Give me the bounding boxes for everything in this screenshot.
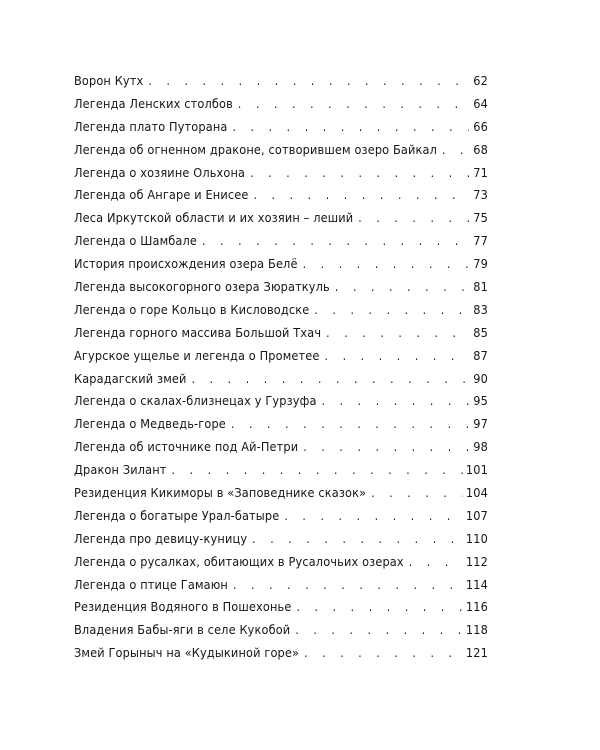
dot-leader xyxy=(314,299,469,322)
toc-entry xyxy=(74,413,488,436)
dot-leader xyxy=(252,528,463,551)
toc-entry xyxy=(74,551,488,574)
dot-leader xyxy=(232,116,469,139)
dot-leader xyxy=(322,390,469,413)
toc-entry-title: Леса Иркутской области и их хозяин – леший xyxy=(74,210,354,226)
toc-entry-page: 68 xyxy=(473,141,488,157)
toc-entry-page: 81 xyxy=(473,279,488,295)
dot-leader xyxy=(284,505,463,528)
dot-leader xyxy=(303,436,469,459)
dot-leader xyxy=(335,276,469,299)
toc-entry-title: Легенда об огненном драконе, сотворившем озеро Байкал xyxy=(74,141,437,157)
toc-entry-page: 71 xyxy=(473,164,488,180)
toc-entry-page: 114 xyxy=(465,576,488,592)
toc-entry-page: 73 xyxy=(473,187,488,203)
toc-entry xyxy=(74,116,488,139)
dot-leader xyxy=(192,368,469,391)
toc-entry-title: Легенда о Шамбале xyxy=(74,233,198,249)
table-of-contents xyxy=(74,70,488,665)
toc-entry-title: Змей Горыныч на «Кудыкиной горе» xyxy=(74,645,300,661)
dot-leader xyxy=(358,207,469,230)
dot-leader xyxy=(325,345,469,368)
toc-entry xyxy=(74,70,488,93)
dot-leader xyxy=(295,619,463,642)
toc-entry-page: 77 xyxy=(473,233,488,249)
toc-entry-page: 110 xyxy=(465,530,488,546)
dot-leader xyxy=(250,162,469,185)
dot-leader xyxy=(442,139,469,162)
dot-leader xyxy=(304,642,463,665)
toc-entry xyxy=(74,93,488,116)
toc-entry-page: 121 xyxy=(465,645,488,661)
toc-entry-title: Легенда высокогорного озера Зюраткуль xyxy=(74,279,330,295)
toc-entry-page: 79 xyxy=(473,256,488,272)
toc-entry-title: Карадагский змей xyxy=(74,370,187,386)
toc-entry xyxy=(74,322,488,345)
toc-entry xyxy=(74,619,488,642)
toc-entry-title: Легенда горного массива Большой Тхач xyxy=(74,324,322,340)
toc-entry-page: 97 xyxy=(473,416,488,432)
toc-entry xyxy=(74,482,488,505)
toc-entry xyxy=(74,459,488,482)
dot-leader xyxy=(238,93,469,116)
toc-entry-title: Легенда о горе Кольцо в Кисловодске xyxy=(74,301,310,317)
toc-entry-page: 118 xyxy=(465,622,488,638)
toc-entry-title: Легенда о скалах-близнецах у Гурзуфа xyxy=(74,393,317,409)
toc-entry-page: 85 xyxy=(473,324,488,340)
toc-entry xyxy=(74,162,488,185)
toc-entry-title: Легенда о богатыре Урал-батыре xyxy=(74,507,280,523)
dot-leader xyxy=(409,551,463,574)
toc-entry xyxy=(74,505,488,528)
toc-entry xyxy=(74,390,488,413)
toc-entry xyxy=(74,574,488,597)
toc-entry xyxy=(74,299,488,322)
dot-leader xyxy=(233,574,463,597)
toc-entry-page: 98 xyxy=(473,439,488,455)
toc-entry-title: Легенда про девицу-куницу xyxy=(74,530,248,546)
toc-entry xyxy=(74,642,488,665)
dot-leader xyxy=(303,253,469,276)
toc-entry-title: Легенда о русалках, обитающих в Русалочьих озерах xyxy=(74,553,404,569)
toc-entry-page: 64 xyxy=(473,95,488,111)
toc-entry-title: Дракон Зилант xyxy=(74,462,167,478)
toc-entry-title: Легенда о Медведь-горе xyxy=(74,416,226,432)
toc-entry-page: 62 xyxy=(473,73,488,88)
dot-leader xyxy=(172,459,463,482)
toc-entry-title: Легенда о хозяине Ольхона xyxy=(74,164,246,180)
toc-entry xyxy=(74,436,488,459)
toc-entry-page: 83 xyxy=(473,301,488,317)
toc-entry-title: Ворон Кутх xyxy=(74,73,144,88)
toc-entry-page: 101 xyxy=(465,462,488,478)
toc-entry-page: 75 xyxy=(473,210,488,226)
toc-entry xyxy=(74,253,488,276)
dot-leader xyxy=(296,596,462,619)
toc-entry-page: 107 xyxy=(465,507,488,523)
toc-entry xyxy=(74,596,488,619)
toc-entry-page: 87 xyxy=(473,347,488,363)
dot-leader xyxy=(326,322,469,345)
toc-entry-page: 112 xyxy=(465,553,488,569)
toc-entry-title: Легенда плато Путорана xyxy=(74,118,228,134)
toc-entry-title: Агурское ущелье и легенда о Прометее xyxy=(74,347,320,363)
toc-entry-page: 95 xyxy=(473,393,488,409)
dot-leader xyxy=(202,230,469,253)
toc-entry xyxy=(74,184,488,207)
dot-leader xyxy=(371,482,463,505)
toc-entry xyxy=(74,139,488,162)
dot-leader xyxy=(148,70,469,93)
toc-entry-page: 66 xyxy=(473,118,488,134)
toc-entry-title: История происхождения озера Белё xyxy=(74,256,298,272)
toc-entry xyxy=(74,368,488,391)
toc-entry-title: Легенда об источнике под Ай-Петри xyxy=(74,439,299,455)
toc-entry-page: 90 xyxy=(473,370,488,386)
toc-entry-title: Легенда об Ангаре и Енисее xyxy=(74,187,249,203)
toc-entry-title: Резиденция Кикиморы в «Заповеднике сказок» xyxy=(74,485,367,501)
toc-entry xyxy=(74,207,488,230)
toc-entry xyxy=(74,230,488,253)
toc-entry xyxy=(74,345,488,368)
toc-entry-title: Владения Бабы-яги в селе Кукобой xyxy=(74,622,291,638)
dot-leader xyxy=(254,184,470,207)
toc-entry-page: 104 xyxy=(465,485,488,501)
toc-entry-title: Резиденция Водяного в Пошехонье xyxy=(74,599,292,615)
toc-entry-title: Легенда о птице Гамаюн xyxy=(74,576,228,592)
toc-entry xyxy=(74,528,488,551)
toc-entry-page: 116 xyxy=(465,599,488,615)
toc-entry-title: Легенда Ленских столбов xyxy=(74,95,233,111)
toc-entry xyxy=(74,276,488,299)
dot-leader xyxy=(231,413,469,436)
